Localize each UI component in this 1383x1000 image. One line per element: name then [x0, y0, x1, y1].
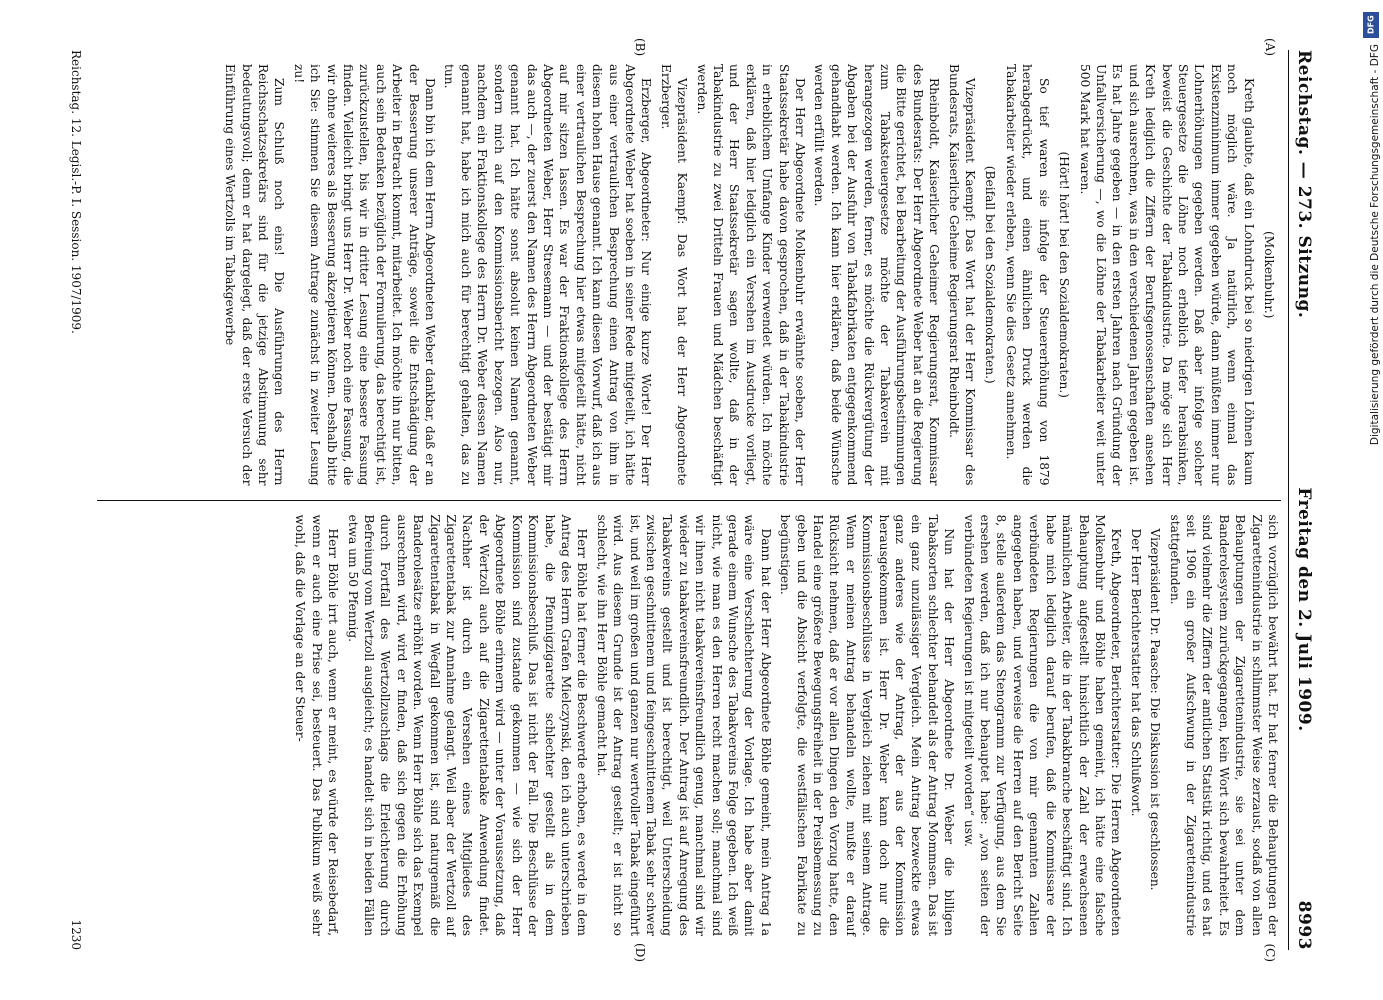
paragraph: Kreth glaubte, daß ein Lohndruck bei so niedrigen Löhnen kaum noch möglich wäre. Ja natürlich, wenn einmal das Existenzminimum immer gegeben würde, dann müßten immer nur Lohnerhöhungen gegeben werden. Daß aber infolge solcher Steuergesetze die Löhne noch erheblich tiefer herabsinken, beweist die Geschichte der Tabakindustrie. Da möge sich Herr Kreth lediglich die Ziffern der Berufsgenossenschaften ansehen und sich ausrechnen, was in den verschiedenen Jahren gegeben ist. Es hat Jahre gegeben — in den ersten Jahren nach Gründung der Unfallversicherung —, wo die Löhne der Tabakarbeiter weit unter 500 Mark hat waren. [1077, 64, 1256, 486]
paragraph: Herr Böhle irrt auch, wenn er meint, es würde der Reisebedarf, wenn er auch eine Prise sei, besteuert. Das Publikum weiß sehr wohl, daß die Vorlage an der Steuer- [292, 514, 340, 936]
paragraph: Herr Böhle hat ferner die Beschwerde erhoben, es werde in dem Antrag des Herrn Grafen Mielczynski, den ich auch unterschrieben habe, die Pfennigzigarette schlechter gestellt als in dem Kommissionsbeschluß. Das ist nicht der Fall. Die Beschlüsse der Kommission sind zustande gekommen — wie sich der Herr Abgeordnete Böhle erinnern wird — unter der Voraussetzung, daß der Wertzoll auch auf die Zigarettentabake Anwendung findet. Nachher ist durch ein Versehen eines Mitgliedes des Zigarettentabak zur Annahme gelangt. Weil aber der Wertzoll auf Zigarettentabak in Wegfall gekommen ist, sind naturgemäß die Banderolesätze erhöht worden. Wenn Herr Böhle sich das Exempel ausrechnen wird, wird er finden, daß sich gegen die Erhöhung durch Fortfall des Wertzollzuschlags die Erleichterung durch Befreiung vom Wertzoll ausgleicht; es handelt sich in beiden Fällen etwa um 50 Pfennig. [345, 514, 589, 936]
centered-note: (Molkenbuhr.) [1261, 230, 1276, 319]
margin-marker-a: (A) [1262, 38, 1277, 57]
dfg-logo: DFG [1363, 12, 1379, 38]
paragraph: sich vorzüglich bewährt hat. Er hat ferner die Behauptungen der Zigarettenindustrie in schlimmster Weise zerzaust, sodaß von allen Behauptungen der Zigarettenindustrie, sie sei unter dem Banderolesystem zurückgegangen, kein Wort sich bewahrheitet. Es sind vielmehr die Ziffern der amtlichen Statistik richtig, und es hat seit 1906 ein großer Aufschwung in der Zigarettenindustrie stattgefunden. [1167, 514, 1280, 936]
footer-number: 1230 [68, 919, 83, 950]
page-number: 8993 [1293, 900, 1314, 950]
paragraph: Erzberger, Abgeordneter: Nur einige kurze Worte! Der Herr Abgeordnete Weber hat soeben in seiner Rede mitgeteilt, ich hätte aus einer vertraulichen Besprechung einen Antrag von ihm in diesem hohen Hause genannt. Ich kann diesen Vorwurf, daß ich aus einer vertraulichen Besprechung hier etwas mitgeteilt hätte, nicht auf mir sitzen lassen. Es war der Fraktionskollege des Herrn Abgeordneten Weber, Herr Stresemann — und der bestätigt mir das auch —, der zuerst den Namen des Herrn Abgeordneten Weber genannt hat. Ich hätte sonst absolut keinen Namen genannt, sondern mich auf den Kommissionsbericht bezogen. Also nur, nachdem ein Fraktionskollege des Herrn Dr. Weber dessen Namen genannt hat, habe ich mich auch für berechtigt gehalten, das zu tun. [442, 64, 653, 486]
paragraph: Dann hat der Herr Abgeordnete Böhle gemeint, mein Antrag 1a wäre eine Verschlechterung der Vorlage. Ich habe aber damit gerade einem Wunsche des Tabakvereins Folge gegeben. Ich weiß nicht, wie man es den Herren recht machen soll; manchmal sind wir ihnen nicht tabakvereinsfreundlich genug, manchmal sind wir wieder zu tabakvereinsfreundlich. Der Antrag ist auf Anregung des Tabakvereins gestellt und ist berechtigt, weil Unterscheidung zwischen geschnittenem und feingeschnittenem Tabak sehr schwer ist, und weil im großen und ganzen nur wertvoller Tabak eingeführt wird. Aus diesem Grunde ist der Antrag gestellt; er ist nicht so schlecht, wie ihn Herr Böhle gemacht hat. [594, 514, 773, 936]
paragraph: Der Herr Berichterstatter hat das Schlußwort. [1128, 528, 1143, 817]
paragraph: Rheinboldt, Kaiserlicher Geheimer Regierungsrat, Kommissar des Bundesrats: Der Herr Abgeordnete Weber hat an die Regierung die Bitte gerichtet, bei Bearbeitung der Ausführungsbestimmungen zum Tabaksteuergesetze möchte der Tabakverein mit herangezogen werden, ferner, es möchte die Rückvergütung der Abgaben bei der Ausfuhr von Tabakfabrikaten entgegenkommend gehandhabt werden. Ich kann hier erklären, daß beide Wünsche werden erfüllt werden. [811, 64, 941, 486]
header-center: Freitag den 2. Juli 1909. [1293, 487, 1314, 732]
centered-note: (Hört! hört! bei den Sozialdemokraten.) [1056, 151, 1071, 399]
right-column [97, 500, 1281, 951]
page-footer [65, 50, 87, 950]
paragraph: Vizepräsident Kaempf: Das Wort hat der Herr Kommissar des Bundesrats, Kaiserliche Geheime Regierungsrat Rheinboldt. [946, 64, 977, 486]
footer-session: Reichstag. 12. Legisl.-P. I. Session. 1907/1909. [68, 50, 83, 334]
paragraph: Vizepräsident Kaempf: Das Wort hat der Herr Abgeordnete Erzberger. [658, 64, 689, 486]
paragraph: Der Herr Abgeordnete Molkenbuhr erwähnte soeben, der Herr Staatssekretär habe davon gesprochen, daß in der Tabakindustrie in erheblichem Umfange Kinder verwendet würden. Ich möchte erklären, daß hier lediglich ein Versehen im Ausdrucke vorliegt, und der Herr Staatssekretär sagen wollte, daß in der Tabakindustrie zu zwei Dritteln Frauen und Mädchen beschäftigt werden. [694, 64, 807, 486]
left-column [97, 50, 1281, 500]
margin-marker-c: (C) [1262, 943, 1277, 962]
paragraph: So tief waren sie infolge der Steuererhöhung von 1879 herabgedrückt, und einen ähnlichen Druck werden die Tabakarbeiter wieder erleben, wenn Sie dies Gesetz annehmen. [1003, 64, 1051, 486]
text-columns [97, 50, 1281, 950]
margin-marker-d: (D) [632, 943, 647, 962]
dfg-watermark [1361, 6, 1383, 996]
paragraph: Vizepräsident Dr. Paasche: Die Diskussion ist geschlossen. [1147, 528, 1162, 891]
paragraph: Nun hat der Herr Abgeordnete Dr. Weber die billigen Tabaksorten schlechter behandelt als der Antrag Mommsen. Das ist ein ganz unzulässiger Vergleich. Mein Antrag bezweckte etwas ganz anderes wie der Antrag, der aus der Kommission herausgekommen ist. Herr Dr. Weber kann doch nur die Kommissionsbeschlüsse in Vergleich ziehen mit seinem Antrage. Wenn er meinen Antrag behandeln wollte, mußte er darauf Rücksicht nehmen, daß er vor allen Dingen den Vorzug hatte, den Handel eine größere Bewegungsfreiheit in der Preisbemessung zu geben und die Absicht verfolgte, die westfälischen Fabrikate zu begünstigen. [777, 514, 956, 936]
paragraph: Kreth, Abgeordneter, Berichterstatter: Die Herren Abgeordneten Molkenbuhr und Böhle haben gemeint, ich hätte eine falsche Behauptung aufgestellt hinsichtlich der Zahl der erwachsenen männlichen Arbeiter, die in der Tabakbranche beschäftigt sind. Ich habe mich lediglich darauf berufen, daß die Kommissare der verbündeten Regierungen die von mir genannten Zahlen angegeben haben, und verweise die Herren auf den Bericht Seite 8, stelle außerdem das Stenogramm zur Verfügung, aus dem Sie ersehen werden, daß ich nur behauptet habe: „von seiten der verbündeten Regierungen ist mitgeteilt worden“ usw. [961, 514, 1123, 936]
paragraph: Zum Schluß noch eins! Die Ausführungen des Herrn Reichsschatzsekretärs sind für die jetzige Abstimmung sehr bedeutungsvoll; denn er hat dargelegt, daß der erste Versuch der Einführung eines Wertzolls im Tabakgewerbe [222, 64, 286, 486]
header-left: Reichstag. — 273. Sitzung. [1293, 50, 1314, 319]
margin-marker-b: (B) [632, 38, 647, 57]
page-content [37, 40, 1347, 960]
centered-note: (Beifall bei den Sozialdemokraten.) [983, 165, 997, 384]
page-header [1288, 50, 1319, 950]
dfg-funding-note: Digitalisierung gefördert durch die Deutsche Forschungsgemeinschaft - DFG [1369, 44, 1381, 446]
paragraph: Dann bin ich dem Herrn Abgeordneten Weber dankbar, daß er an der Besserung unserer Anträge, soweit die Entschädigung der Arbeiter in Betracht kommt, mitarbeitet. Ich möchte ihn nur bitten, auch sein Bedenken bezüglich der Formulierung, das berechtigt ist, zurückzustellen, bis wir in dritter Lesung eine bessere Fassung finden. Vielleicht bringt uns Herr Dr. Weber noch eine Fassung, die wir ohne weiteres als Besserung akzeptieren können. Deshalb bitte ich Sie: stimmen Sie diesem Antrage zunächst in zweiter Lesung zu! [291, 64, 437, 486]
